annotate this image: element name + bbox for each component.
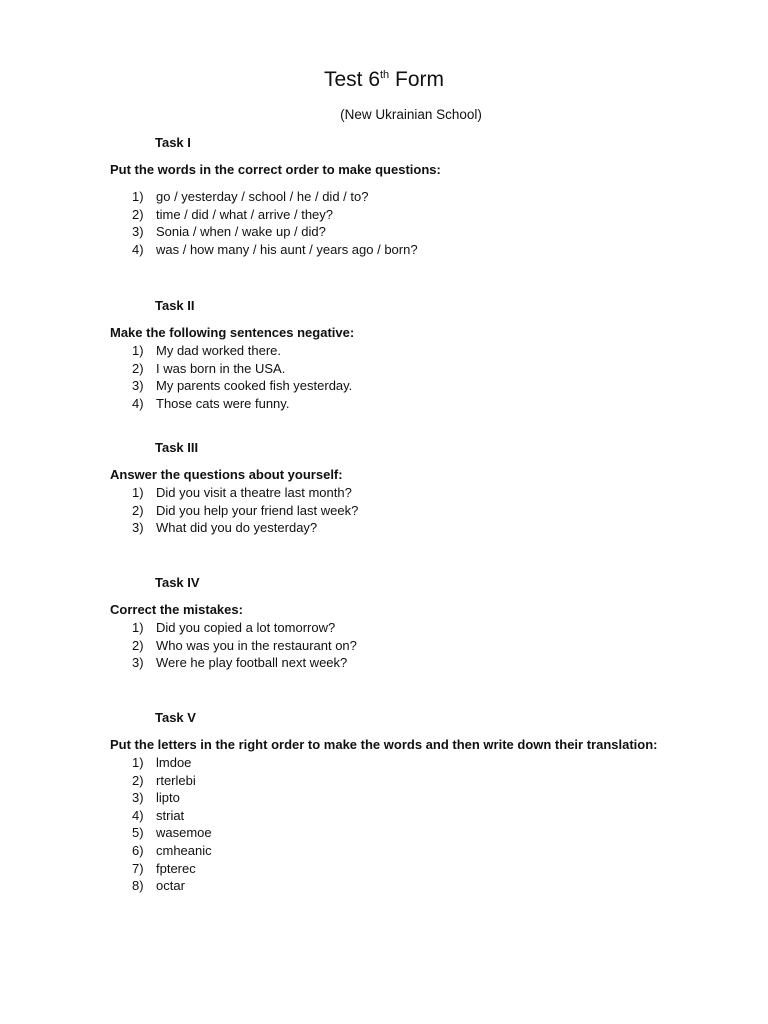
task-4-label: Task IV xyxy=(155,575,200,590)
page-subtitle: (New Ukrainian School) xyxy=(340,107,482,122)
title-rest: Form xyxy=(389,68,445,91)
task-4-instruction: Correct the mistakes: xyxy=(110,602,243,617)
task-2-label: Task II xyxy=(155,298,195,313)
task-5-label: Task V xyxy=(155,710,196,725)
task-1-instruction: Put the words in the correct order to make questions: xyxy=(110,162,441,177)
task-5-instruction: Put the letters in the right order to make the words and then write down their translation: xyxy=(110,737,658,752)
task-3-instruction: Answer the questions about yourself: xyxy=(110,467,343,482)
title-superscript: th xyxy=(380,69,390,81)
task-2-instruction: Make the following sentences negative: xyxy=(110,325,355,340)
task-1-label: Task I xyxy=(155,135,191,150)
title-main: Test 6 xyxy=(323,68,380,91)
task-3-label: Task III xyxy=(155,440,199,455)
page-title xyxy=(0,68,768,92)
